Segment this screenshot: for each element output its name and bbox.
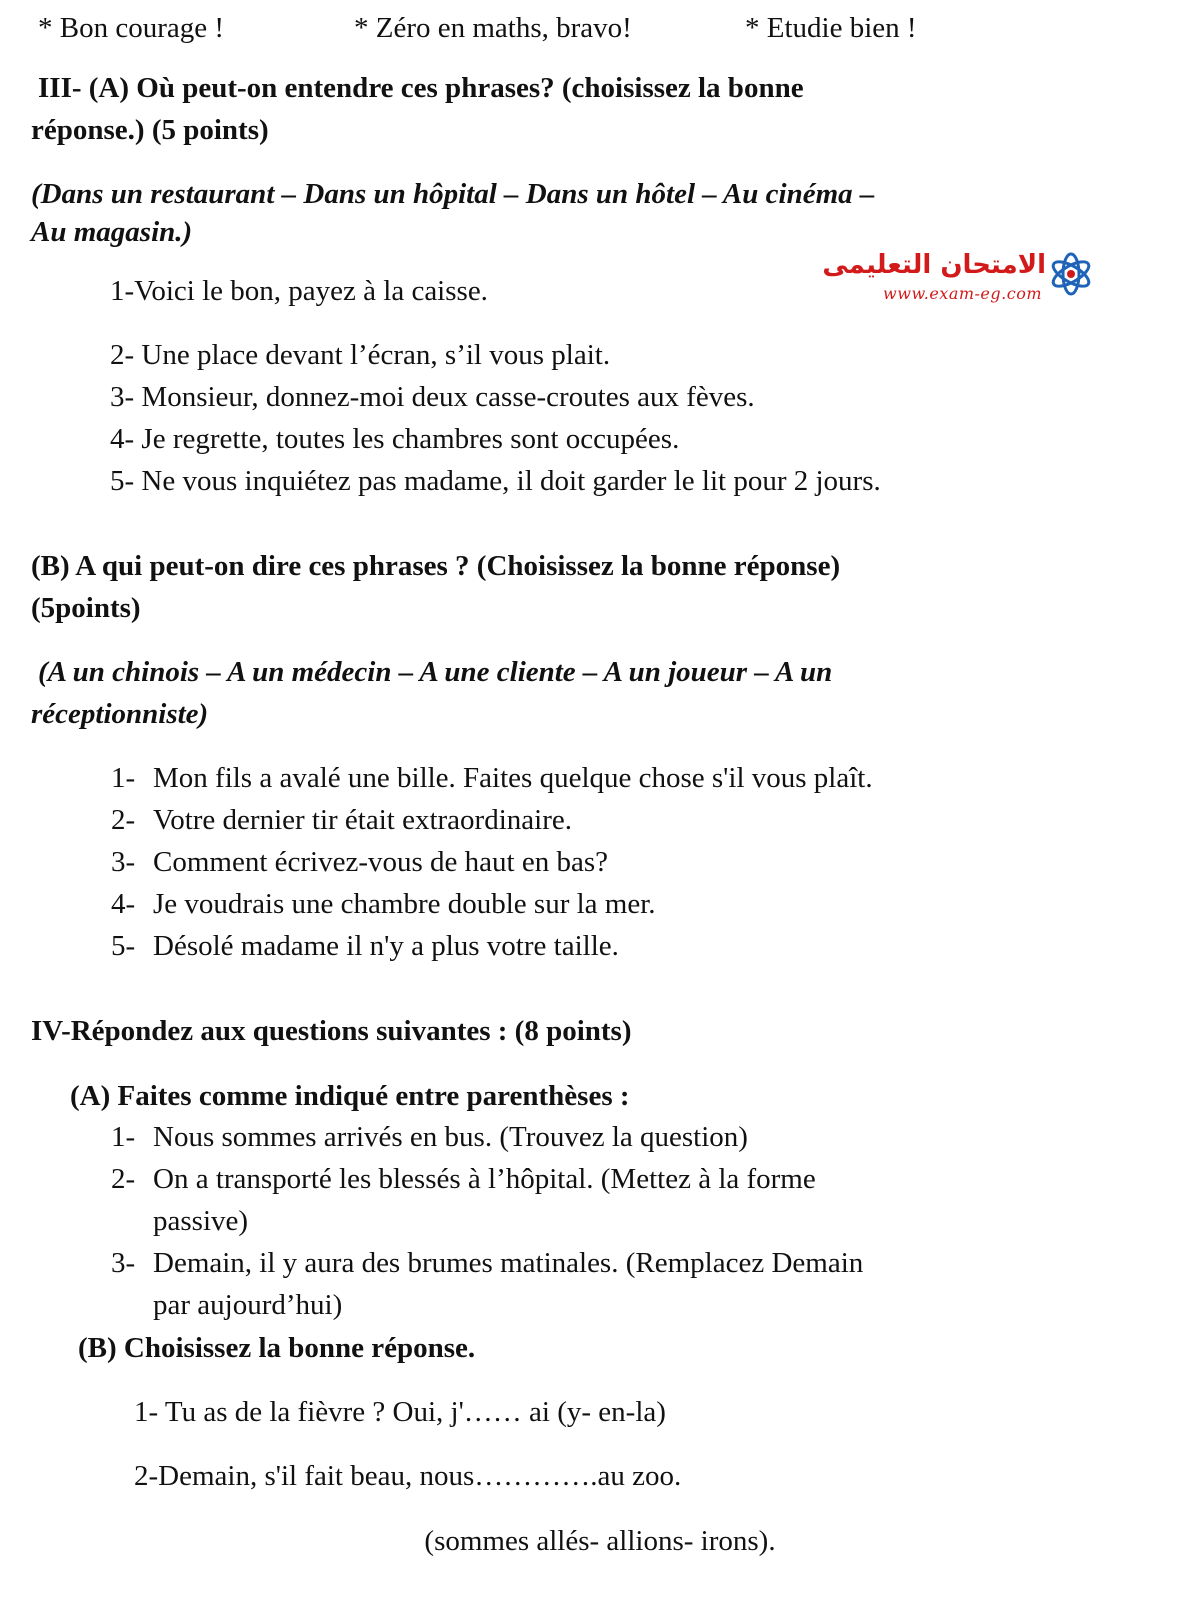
section-3b-item-4: [111, 890, 656, 919]
section-4b-title: (B) Choisissez la bonne réponse.: [78, 1332, 476, 1364]
item-text: Nous sommes arrivés en bus. (Trouvez la question): [153, 1121, 748, 1153]
section-3b-item-2: [111, 806, 572, 835]
section-4b-choices: (sommes allés- allions- irons).: [424, 1525, 776, 1557]
top-phrase-1: * Bon courage !: [38, 12, 225, 44]
section-4b-item-2: 2-Demain, s'il fait beau, nous………….au zoo.: [134, 1460, 682, 1492]
section-3a-item-3: 3- Monsieur, donnez-moi deux casse-croutes aux fèves.: [110, 381, 755, 413]
section-3a-title: III- (A) Où peut-on entendre ces phrases? (choisissez la bonne: [38, 72, 804, 104]
item-text: Désolé madame il n'y a plus votre taille.: [153, 930, 619, 962]
section-3b-item-3: [111, 848, 608, 877]
section-4a-item-1: [111, 1123, 748, 1152]
section-3a-item-5: 5- Ne vous inquiétez pas madame, il doit garder le lit pour 2 jours.: [110, 465, 881, 497]
section-3b-item-1: [111, 764, 873, 793]
item-text: Comment écrivez-vous de haut en bas?: [153, 846, 608, 878]
watermark: [820, 248, 1100, 308]
item-number: 3-: [111, 1247, 136, 1279]
item-text: Mon fils a avalé une bille. Faites quelque chose s'il vous plaît.: [153, 762, 873, 794]
section-3a-choices: (Dans un restaurant – Dans un hôpital – Dans un hôtel – Au cinéma –: [31, 178, 875, 210]
item-text: On a transporté les blessés à l’hôpital. (Mettez à la forme: [153, 1163, 816, 1195]
item-text: Je voudrais une chambre double sur la mer.: [153, 888, 656, 920]
item-number: 1-: [111, 1121, 136, 1153]
item-number: 4-: [111, 888, 136, 920]
section-3b-item-5: [111, 932, 619, 961]
section-3a-item-1: 1-Voici le bon, payez à la caisse.: [110, 275, 488, 307]
section-3a-item-4: 4- Je regrette, toutes les chambres sont occupées.: [110, 423, 680, 455]
top-phrase-3: * Etudie bien !: [745, 12, 917, 44]
section-4a-item-3: [111, 1249, 863, 1278]
item-number: 3-: [111, 846, 136, 878]
section-3b-choices-cont: réceptionniste): [31, 698, 209, 730]
item-number: 2-: [111, 1163, 136, 1195]
watermark-arabic-text: الامتحان التعليمى: [822, 250, 1046, 280]
item-number: 5-: [111, 930, 136, 962]
section-4a-item-2: [111, 1165, 816, 1194]
watermark-url: www.exam-eg.com: [883, 284, 1042, 303]
section-3a-title-cont: réponse.) (5 points): [31, 114, 269, 146]
section-3a-choices-cont: Au magasin.): [31, 216, 193, 248]
item-text: Votre dernier tir était extraordinaire.: [153, 804, 572, 836]
section-3b-choices: (A un chinois – A un médecin – A une cliente – A un joueur – A un: [38, 656, 833, 688]
top-phrase-2: * Zéro en maths, bravo!: [354, 12, 632, 44]
section-3b-title: (B) A qui peut-on dire ces phrases ? (Choisissez la bonne réponse): [31, 550, 841, 582]
section-4b-item-1: 1- Tu as de la fièvre ? Oui, j'…… ai (y- en-la): [134, 1396, 666, 1428]
section-4a-item-2-cont: passive): [153, 1205, 249, 1237]
section-4a-item-3-cont: par aujourd’hui): [153, 1289, 343, 1321]
item-text: Demain, il y aura des brumes matinales. (Remplacez Demain: [153, 1247, 864, 1279]
item-number: 2-: [111, 804, 136, 836]
section-3a-item-2: 2- Une place devant l’écran, s’il vous plait.: [110, 339, 611, 371]
atom-icon: [1048, 250, 1094, 298]
section-4a-title: (A) Faites comme indiqué entre parenthèses :: [70, 1080, 630, 1112]
section-4-title: IV-Répondez aux questions suivantes : (8 points): [31, 1015, 632, 1047]
section-3b-title-cont: (5points): [31, 592, 141, 624]
item-number: 1-: [111, 762, 136, 794]
